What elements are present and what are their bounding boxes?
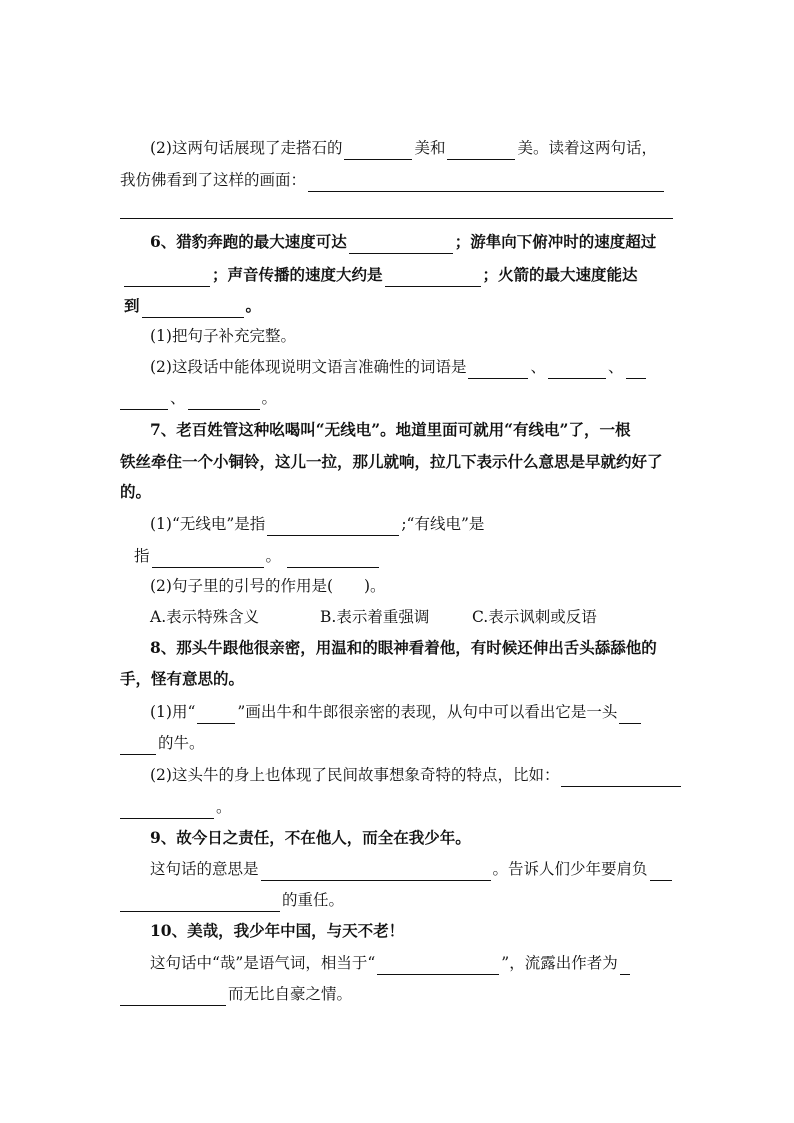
q6-item2-text: (2)这段话中能体现说明文语言准确性的词语是	[150, 358, 467, 376]
q8-line2	[0, 667, 794, 691]
q8-item1-line2	[0, 731, 794, 755]
q9-blank-2a[interactable]	[650, 860, 672, 881]
q6-line1	[0, 230, 794, 254]
q6-end: 。	[261, 389, 278, 407]
q6-text-d: ；火箭的最大速度能达	[482, 265, 638, 284]
q7-blank-1[interactable]	[267, 515, 399, 536]
q7-item1-text-a: (1)“无线电”是指	[150, 515, 266, 533]
q8-line1	[0, 636, 794, 660]
q5-item2-line2	[0, 168, 794, 192]
q7-item1-line2	[0, 544, 794, 568]
q7-option-b[interactable]: B.表示着重强调	[320, 608, 430, 626]
q5-item2-text-c: 美。读着这两句话，	[517, 139, 657, 157]
q5-item2-line1	[0, 136, 794, 160]
q7-item2	[0, 574, 794, 598]
q6-blank-7b[interactable]	[120, 389, 168, 410]
q10-blank-2a[interactable]	[620, 954, 630, 975]
q9-line3	[0, 888, 794, 912]
q6-item2-line2	[0, 386, 794, 410]
q6-item1-text: (1)把句子补充完整。	[150, 327, 296, 345]
q6-text-f: 。	[245, 296, 262, 315]
q6-blank-1[interactable]	[349, 233, 453, 254]
q8-item1-text-b: ”画出牛和牛郎很亲密的表现，从句中可以看出它是一头	[237, 703, 618, 721]
q8-blank-2b[interactable]	[120, 734, 156, 755]
q10-text-a: 10、美哉，我少年中国，与天不老！	[150, 921, 405, 940]
q6-blank-6[interactable]	[548, 358, 606, 379]
q6-blank-5[interactable]	[468, 358, 528, 379]
q10-text-b: 这句话中“哉”是语气词，相当于“	[150, 954, 376, 972]
q6-blank-4[interactable]	[142, 297, 244, 318]
q6-sep-1: 、	[530, 358, 546, 376]
q10-text-c: ”，流露出作者为	[501, 954, 618, 972]
q8-item1-text-a: (1)用“	[150, 703, 196, 721]
q10-blank-2b[interactable]	[120, 985, 226, 1006]
q7-text-b: 铁丝牵住一个小铜铃，这儿一拉，那儿就响，拉几下表示什么意思是早就约好了	[120, 452, 663, 471]
q7-text-a: 7、老百姓管这种吆喝叫“无线电”。地道里面可就用“有线电”了，一根	[150, 420, 631, 439]
q7-options	[0, 605, 794, 629]
q6-text-c: ；声音传播的速度大约是	[212, 265, 383, 284]
q6-text-a: 6、猎豹奔跑的最大速度可达	[150, 232, 347, 251]
q8-item2-end: 。	[216, 798, 232, 816]
q10-line1	[0, 919, 794, 943]
q8-item2-line2	[0, 795, 794, 819]
q6-blank-2[interactable]	[124, 266, 210, 287]
q8-blank-1[interactable]	[197, 703, 235, 724]
q8-item2-text-a: (2)这头牛的身上也体现了民间故事想象奇特的特点，比如：	[150, 766, 560, 784]
q8-item1-text-c: 的牛。	[158, 734, 205, 752]
q6-text-b: ；游隼向下俯冲时的速度超过	[454, 232, 657, 251]
q8-blank-3b[interactable]	[120, 798, 214, 819]
q6-blank-8[interactable]	[188, 389, 260, 410]
q8-item2-line1	[0, 763, 794, 787]
q9-blank-1[interactable]	[261, 860, 491, 881]
q6-item2-line1	[0, 355, 794, 379]
q5-item2-text-a: (2)这两句话展现了走搭石的	[150, 139, 343, 157]
q7-line2	[0, 450, 794, 474]
q6-blank-7a[interactable]	[626, 358, 646, 379]
q9-text-a: 9、故今日之责任，不在他人，而全在我少年。	[150, 828, 471, 847]
q8-item1-line1	[0, 700, 794, 724]
q5-item2-text-d: 我仿佛看到了这样的画面：	[120, 171, 307, 189]
q10-line2	[0, 951, 794, 975]
q6-sep-3: 、	[170, 389, 186, 407]
q7-option-c[interactable]: C.表示讽刺或反语	[472, 608, 597, 626]
q6-item1	[0, 324, 794, 348]
q6-sep-2: 、	[607, 358, 624, 376]
q5-blank-1[interactable]	[344, 139, 412, 160]
q9-line2	[0, 857, 794, 881]
q8-blank-3a[interactable]	[561, 766, 681, 787]
q9-line1	[0, 826, 794, 850]
q10-blank-1[interactable]	[377, 954, 499, 975]
q7-text-c: 的。	[120, 482, 152, 501]
q8-text-a: 8、那头牛跟他很亲密，用温和的眼神看着他，有时候还伸出舌头舔舔他的	[150, 638, 657, 657]
q10-line3	[0, 982, 794, 1006]
q9-text-c: 。告诉人们少年要肩负	[492, 860, 648, 878]
q7-line1	[0, 418, 794, 442]
q6-line3	[0, 294, 794, 318]
q7-blank-3[interactable]	[287, 547, 379, 568]
q8-text-b: 手，怪有意思的。	[120, 669, 245, 688]
q7-item1-text-d: 。	[265, 547, 282, 565]
q7-item1-line1	[0, 512, 794, 536]
q5-blank-3[interactable]	[308, 171, 664, 192]
q6-blank-3[interactable]	[385, 266, 481, 287]
q9-blank-2b[interactable]	[120, 891, 280, 912]
q5-blank-2[interactable]	[447, 139, 515, 160]
q5-item2-text-b: 美和	[414, 139, 446, 157]
q5-answer-line[interactable]	[120, 218, 673, 219]
q7-item1-text-b: ;“有线电”是	[401, 515, 485, 533]
q9-text-d: 的重任。	[282, 891, 345, 909]
q8-blank-2a[interactable]	[619, 703, 641, 724]
q7-item2-text: (2)句子里的引号的作用是( )。	[150, 577, 386, 595]
q7-item1-text-c: 指	[134, 547, 150, 565]
q10-text-d: 而无比自豪之情。	[228, 985, 353, 1003]
q6-text-e: 到	[124, 296, 140, 315]
q6-line2	[0, 263, 794, 287]
q7-line3	[0, 480, 794, 504]
q9-text-b: 这句话的意思是	[150, 860, 259, 878]
q7-option-a[interactable]: A.表示特殊含义	[150, 608, 260, 626]
q7-blank-2[interactable]	[152, 547, 264, 568]
